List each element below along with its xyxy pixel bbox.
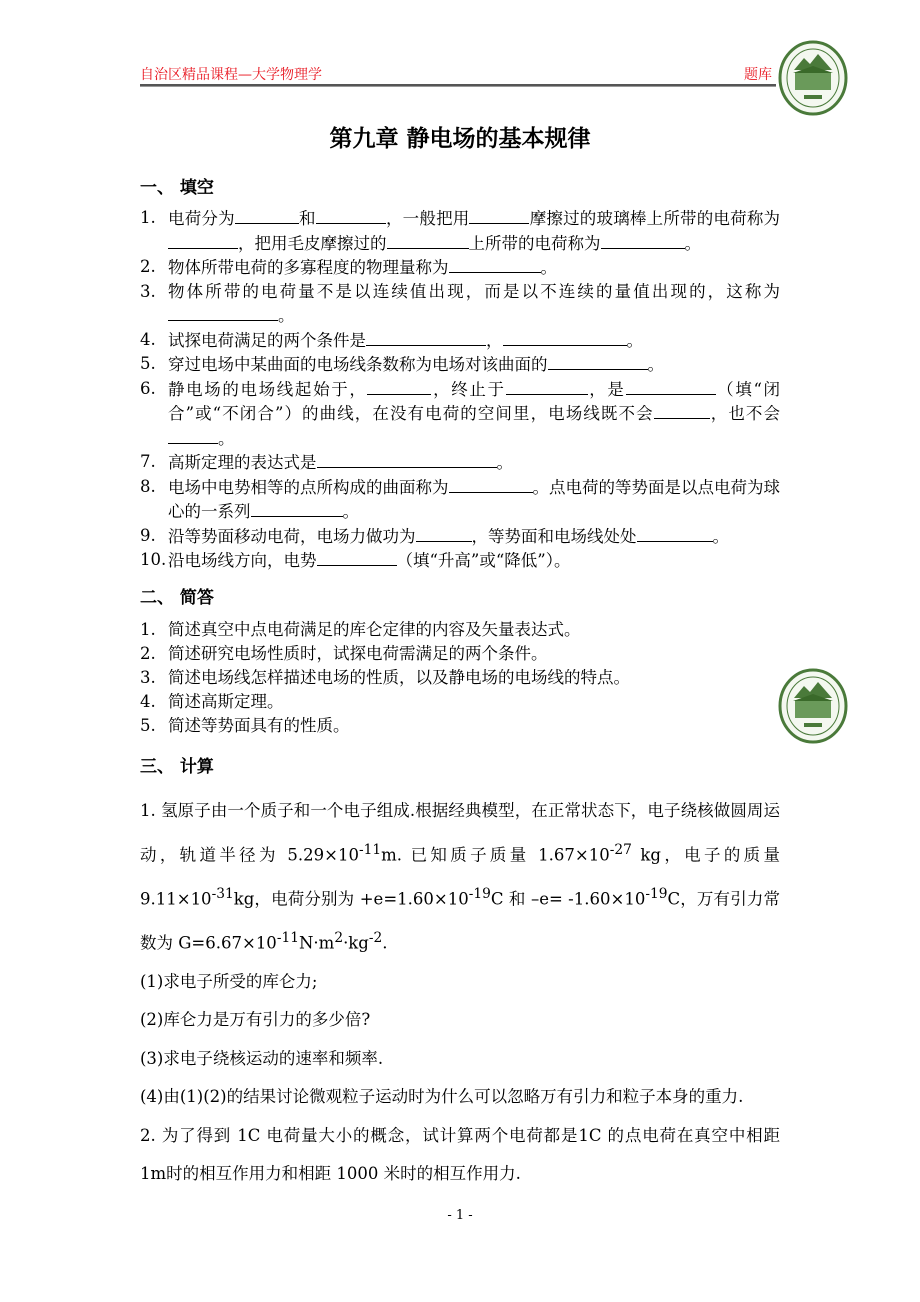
answer-blank[interactable] bbox=[387, 231, 469, 249]
question-number: 5. bbox=[140, 716, 156, 735]
question-text: 。 bbox=[278, 306, 295, 325]
question-item bbox=[140, 280, 780, 328]
section-heading-short-answer: 二、 简答 bbox=[140, 588, 214, 608]
answer-blank[interactable] bbox=[367, 377, 431, 395]
question-number: 5. bbox=[140, 354, 156, 373]
question-item bbox=[140, 524, 780, 549]
answer-blank[interactable] bbox=[168, 231, 238, 249]
question-text: 沿电场线方向，电势 bbox=[168, 551, 317, 570]
question-text: ，等势面和电场线处处 bbox=[471, 526, 637, 546]
short-answer-list bbox=[140, 618, 780, 738]
question-text: 试探电荷满足的两个条件是 bbox=[168, 330, 366, 350]
answer-blank[interactable] bbox=[654, 401, 710, 419]
question-text: 物体所带的电荷量不是以连续值出现，而是以不连续的量值出现的，这称为 bbox=[168, 281, 780, 301]
question-text: 。 bbox=[647, 355, 664, 374]
question-number: 9. bbox=[140, 525, 156, 545]
university-seal-logo-watermark bbox=[778, 668, 848, 744]
question-item bbox=[140, 666, 780, 690]
answer-blank[interactable] bbox=[637, 524, 713, 542]
question-text: 高斯定理的表达式是 bbox=[168, 453, 317, 472]
question-text: 简述真空中点电荷满足的库仑定律的内容及矢量表达式。 bbox=[168, 620, 581, 639]
question-text: 上所带的电荷称为 bbox=[468, 233, 601, 253]
question-item bbox=[140, 690, 780, 714]
question-number: 8. bbox=[140, 476, 156, 496]
question-number: 2. bbox=[140, 257, 156, 276]
answer-blank[interactable] bbox=[469, 206, 529, 224]
calculation-paragraph: (2)库仑力是万有引力的多少倍? bbox=[140, 1010, 371, 1029]
question-text: 。 bbox=[540, 258, 557, 277]
question-text: 简述等势面具有的性质。 bbox=[168, 716, 350, 735]
calculation-paragraph: 2. 为了得到 1C 电荷量大小的概念，试计算两个电荷都是1C 的点电荷在真空中相距 1m时的相互作用力和相距 1000 米时的相互作用力. bbox=[140, 1125, 780, 1183]
header-section-label: 题库 bbox=[744, 67, 772, 83]
question-item bbox=[140, 548, 780, 573]
question-text: ，是 bbox=[587, 379, 626, 399]
question-text: ，把用毛皮摩擦过的 bbox=[238, 233, 387, 253]
question-item bbox=[140, 714, 780, 738]
answer-blank[interactable] bbox=[503, 328, 627, 346]
question-item bbox=[140, 206, 780, 255]
answer-blank[interactable] bbox=[449, 255, 541, 273]
answer-blank[interactable] bbox=[548, 352, 648, 370]
question-item bbox=[140, 255, 780, 280]
question-text: 摩擦过的玻璃棒上所带的电荷称为 bbox=[529, 209, 781, 228]
chapter-title: 第九章 静电场的基本规律 bbox=[329, 126, 591, 152]
answer-blank[interactable] bbox=[416, 524, 472, 542]
question-item bbox=[140, 642, 780, 666]
question-number: 1. bbox=[140, 620, 156, 639]
question-text: 简述电场线怎样描述电场的性质，以及静电场的电场线的特点。 bbox=[168, 668, 630, 687]
question-item bbox=[140, 618, 780, 642]
question-text: 电荷分为 bbox=[168, 209, 235, 228]
calculation-paragraph: (1)求电子所受的库仑力; bbox=[140, 971, 318, 991]
question-text: 简述研究电场性质时，试探电荷需满足的两个条件。 bbox=[168, 644, 548, 663]
question-text: 。 bbox=[712, 526, 729, 546]
question-number: 6. bbox=[140, 378, 156, 398]
question-text: （填“闭合”或“不闭合”）的曲线，在没有电荷的空间里，电场线既不会 bbox=[168, 379, 781, 423]
question-text: （填“升高”或“降低”）。 bbox=[396, 551, 571, 570]
question-number: 3. bbox=[140, 668, 156, 687]
question-text: 沿等势面移动电荷，电场力做功为 bbox=[168, 526, 416, 546]
question-text: 。 bbox=[626, 330, 643, 350]
question-text: 简述高斯定理。 bbox=[168, 692, 284, 711]
question-number: 4. bbox=[140, 329, 156, 349]
calculation-paragraph: (3)求电子绕核运动的速率和频率. bbox=[140, 1048, 384, 1068]
answer-blank[interactable] bbox=[366, 328, 486, 346]
page-number: - 1 - bbox=[447, 1208, 473, 1223]
question-number: 7. bbox=[140, 452, 156, 471]
question-text: ，终止于 bbox=[431, 379, 506, 399]
header-course-title: 自治区精品课程—大学物理学 bbox=[140, 67, 322, 83]
question-text: 。 bbox=[342, 502, 359, 521]
answer-blank[interactable] bbox=[449, 475, 533, 493]
question-text: 穿过电场中某曲面的电场线条数称为电场对该曲面的 bbox=[168, 355, 548, 374]
question-text: 。 bbox=[684, 233, 701, 253]
calculation-paragraph: 1. 氢原子由一个质子和一个电子组成.根据经典模型，在正常状态下，电子绕核做圆周运动，轨道半径为 $5.29\times 10^{-11}m$. 已知质子质量 $1.67\times 10^{-27}$ kg，电子的质量 $9.11\times 10^{-31}kg$，电荷分别为 $+e=1.60\times 10^{-19}C$ 和 $-e= -1.60\times 10^{-19}C$，万有引力常数为 $G=6.67\times 10^{-11}N\cdot m^2\cdot kg^{-2}$. bbox=[140, 801, 781, 952]
section-heading-calculation: 三、 计算 bbox=[140, 757, 214, 777]
answer-blank[interactable] bbox=[168, 426, 218, 444]
question-item bbox=[140, 352, 780, 377]
answer-blank[interactable] bbox=[235, 206, 299, 224]
question-number: 3. bbox=[140, 281, 156, 301]
answer-blank[interactable] bbox=[251, 499, 343, 517]
question-number: 1. bbox=[140, 208, 156, 227]
answer-blank[interactable] bbox=[317, 548, 397, 566]
question-item bbox=[140, 475, 780, 524]
question-item bbox=[140, 450, 780, 475]
question-item bbox=[140, 328, 780, 353]
question-text: 。点电荷的等势面是以点电荷为球心的一系列 bbox=[168, 477, 780, 521]
question-text: 物体所带电荷的多寡程度的物理量称为 bbox=[168, 258, 449, 277]
university-seal-logo bbox=[778, 40, 848, 116]
question-number: 4. bbox=[140, 692, 156, 711]
question-number: 2. bbox=[140, 644, 156, 663]
fill-blank-list bbox=[140, 206, 780, 573]
answer-blank[interactable] bbox=[626, 377, 716, 395]
question-item bbox=[140, 377, 780, 451]
answer-blank[interactable] bbox=[506, 377, 588, 395]
section-heading-fill-blank: 一、 填空 bbox=[140, 178, 214, 198]
question-text: 静电场的电场线起始于， bbox=[168, 379, 368, 399]
question-text: 电场中电势相等的点所构成的曲面称为 bbox=[168, 477, 449, 497]
answer-blank[interactable] bbox=[168, 303, 278, 321]
question-text: 和 bbox=[298, 209, 316, 228]
calculation-problems bbox=[140, 792, 780, 1194]
question-number: 10. bbox=[140, 550, 167, 569]
question-text: ， bbox=[486, 330, 503, 350]
calculation-paragraph: (4)由(1)(2)的结果讨论微观粒子运动时为什么可以忽略万有引力和粒子本身的重力. bbox=[140, 1087, 744, 1106]
question-text: 。 bbox=[496, 453, 513, 472]
answer-blank[interactable] bbox=[601, 231, 685, 249]
question-text: ，也不会 bbox=[709, 404, 780, 423]
question-text: ，一般把用 bbox=[385, 209, 470, 228]
answer-blank[interactable] bbox=[317, 450, 497, 468]
answer-blank[interactable] bbox=[316, 206, 386, 224]
header-divider bbox=[140, 84, 776, 87]
question-text: 。 bbox=[218, 428, 235, 448]
